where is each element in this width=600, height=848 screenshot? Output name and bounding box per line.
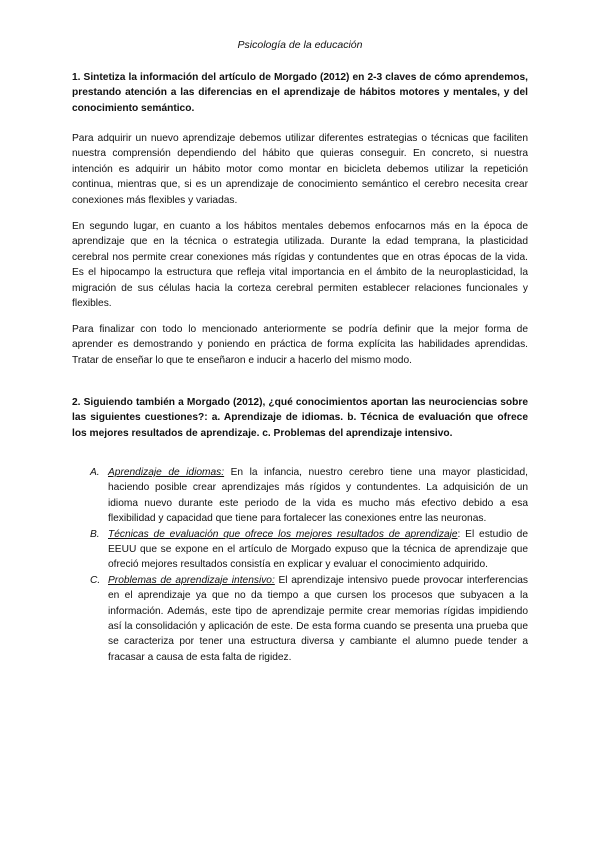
item-text: En la infancia, nuestro cerebro tiene una mayor plasticidad, haciendo posible crear aprendizajes más rígidos y contundentes. La adquisición de un idioma nuevo durante este periodo de la vida es mucho más efectivo debido a esa flexibilidad y capacidad que tiene para fortalecer las conexiones entre las neuronas.	[108, 467, 528, 525]
item-lead: Técnicas de evaluación que ofrece los mejores resultados de aprendizaje	[108, 528, 458, 540]
q2-answer-list	[90, 465, 528, 665]
list-item-a	[90, 465, 528, 527]
item-lead: Aprendizaje de idiomas:	[108, 467, 225, 478]
item-text: El aprendizaje intensivo puede provocar interferencias en el aprendizaje ya que no da tiempo a que cursen los procesos que subyacen a la información. Además, este tipo de aprendizaje permite crear memorias rígidas impidiendo así la consolidación y aplicación de este. De esta forma cuando se presenta una prueba que se caracteriza por tener una estructura diversa y cambiante el alumno puede tender a fracasar a causa de esta falta de rigidez.	[108, 574, 529, 663]
page-header: Psicología de la educación	[237, 39, 363, 51]
item-lead: Problemas de aprendizaje intensivo:	[108, 574, 275, 586]
list-item-b	[90, 527, 528, 573]
list-marker: A.	[90, 467, 100, 478]
list-item-c	[90, 573, 528, 665]
q1-paragraph-1: Para adquirir un nuevo aprendizaje debemos utilizar diferentes estrategias o técnicas que faciliten nuestra comprensión dependiendo del hábito que quieras conseguir. En concreto, si nuestra intención es adquirir un hábito motor como montar en bicicleta debemos utilizar la repetición continua, mientras que, si es un aprendizaje de conocimiento semántico el cerebro necesita crear conexiones más flexibles y variadas.	[72, 133, 528, 206]
question-2-title: 2. Siguiendo también a Morgado (2012), ¿qué conocimientos aportan las neurociencias sobre las siguientes cuestiones?: a. Aprendizaje de idiomas. b. Técnica de evaluación que ofrece los mejores resultados de aprendizaje. c. Problemas del aprendizaje intensivo.	[72, 397, 528, 439]
question-1-title: 1. Sintetiza la información del artículo de Morgado (2012) en 2-3 claves de cómo aprendemos, prestando atención a las diferencias en el aprendizaje de hábitos motores y mentales, y del conocimiento semántico.	[72, 72, 528, 114]
list-marker: C.	[90, 574, 101, 586]
list-marker: B.	[90, 528, 100, 540]
q1-paragraph-2: En segundo lugar, en cuanto a los hábitos mentales debemos enfocarnos más en la época de aprendizaje que en la técnica o estrategia utilizada. Durante la edad temprana, la plasticidad cerebral nos permite crear conexiones más rígidas y contundentes que en otras épocas de la vida. Es el hipocampo la estructura que refleja vital importancia en el ámbito de la neuroplasticidad, la migración de sus células hacia la corteza cerebral permiten establecer relaciones funcionales y flexibles.	[72, 221, 528, 310]
q1-paragraph-3: Para finalizar con todo lo mencionado anteriormente se podría definir que la mejor forma de aprender es demostrando y poniendo en práctica de forma explícita las habilidades aprendidas. Tratar de enseñar lo que te enseñaron e inducir a hacerlo del mismo modo.	[72, 324, 528, 366]
item-text: : El estudio de EEUU que se expone en el artículo de Morgado expuso que la técnica de aprendizaje que ofreció mejores resultados consistía en explicar y evaluar el conocimiento adquirido.	[108, 528, 529, 571]
